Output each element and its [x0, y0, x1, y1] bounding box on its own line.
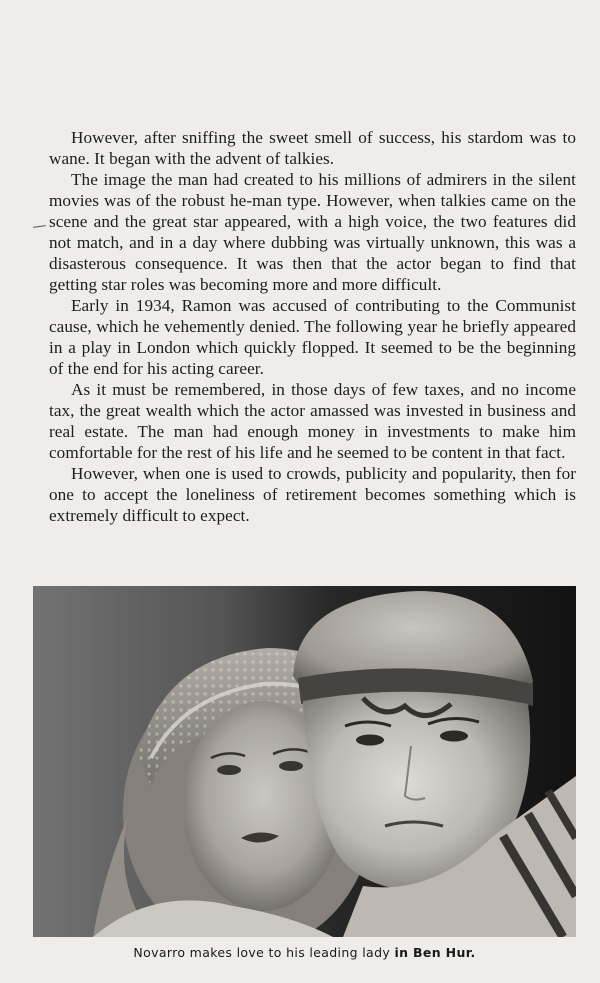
paragraph-3: Early in 1934, Ramon was accused of contributing to the Communist cause, which he vehemently denied. The following year he briefly appeared in a play in London which quickly flopped. It seemed to be the beginning of the end for his acting career. [49, 296, 576, 378]
caption-text: Novarro makes love to his leading lady [133, 945, 395, 960]
caption-film-title: in Ben Hur. [394, 945, 476, 960]
film-still-photo [33, 586, 576, 937]
article-body [49, 127, 576, 526]
paragraph-1: However, after sniffing the sweet smell of success, his stardom was to wane. It began with the advent of talkies. [49, 128, 576, 168]
paragraph-2: The image the man had created to his millions of admirers in the silent movies was of the robust he-man type. However, when talkies came on the scene and the great star appeared, with a high voice, the two features did not match, and in a day where dubbing was virtually unknown, this was a disasterous consequence. It was then that the actor began to find that getting star roles was becoming more and more difficult. [49, 170, 576, 294]
paragraph-4: As it must be remembered, in those days of few taxes, and no income tax, the great wealth which the actor amassed was invested in business and real estate. The man had enough money in investments to make him comfortable for the rest of his life and he seemed to be content in that fact. [49, 380, 576, 462]
stray-pen-mark [33, 225, 46, 228]
photo-caption [33, 945, 576, 960]
paragraph-5: However, when one is used to crowds, publicity and popularity, then for one to accept the loneliness of retirement becomes something which is extremely difficult to expect. [49, 464, 576, 525]
